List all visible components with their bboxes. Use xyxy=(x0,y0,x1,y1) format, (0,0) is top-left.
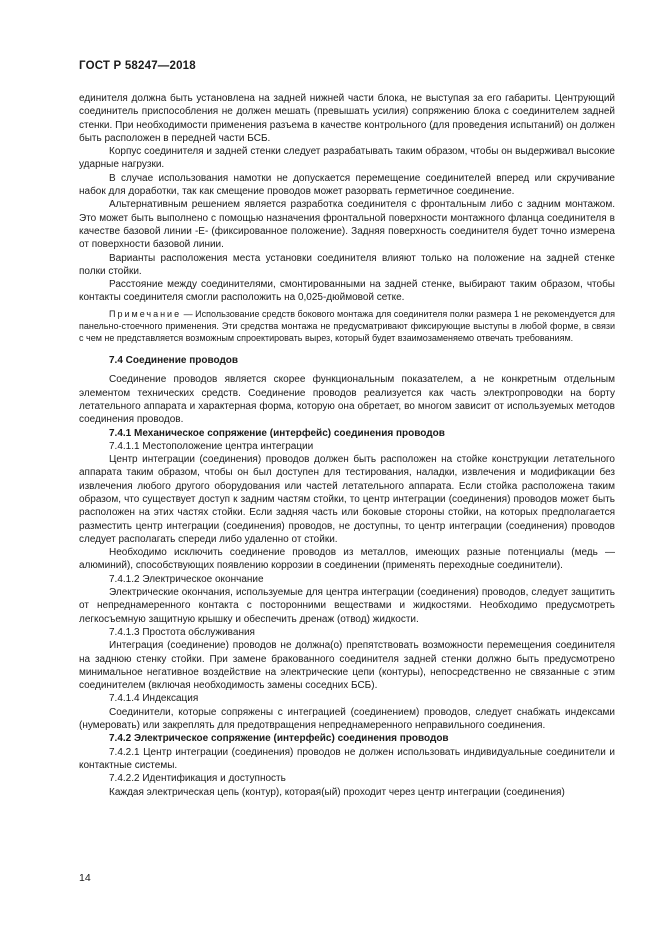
subsection-heading-7-4-1: 7.4.1 Механическое сопряжение (интерфейс) соединения проводов xyxy=(109,427,445,439)
paragraph: Соединители, которые сопряжены с интеграцией (соединением) проводов, следует снабжать индексами (нумеровать) или закреплять для предотвращения непреднамеренного неправильного соединения. xyxy=(79,706,615,732)
paragraph: Необходимо исключить соединение проводов из металлов, имеющих разные потенциалы (медь — алюминий), способствующих появлению коррозии в соединении (применять переходные соединители). xyxy=(79,547,615,572)
subsection-heading-7-4-1-1: 7.4.1.1 Местоположение центра интеграции xyxy=(109,440,314,452)
subsection-heading-7-4-1-4: 7.4.1.4 Индексация xyxy=(109,693,199,705)
note xyxy=(79,308,615,344)
paragraph: Корпус соединителя и задней стенки следует разрабатывать таким образом, чтобы он выдерживал высокие ударные нагрузки. xyxy=(79,146,615,171)
subsection-heading-7-4-2: 7.4.2 Электрическое сопряжение (интерфейс) соединения проводов xyxy=(109,733,449,745)
paragraph: Каждая электрическая цепь (контур), которая(ый) проходит через центр интеграции (соединения) xyxy=(109,786,565,798)
paragraph: Интеграция (соединение) проводов не должна(о) препятствовать возможности перемещения соединителя на заднюю стенку стойки. При замене бракованного соединителя задней стенки должно быть предусмотрено минимальное негативное воздействие на электрические цепи (контуры), непосредственно не связанные с этим соединителем (включая необходимость замены соседних БСБ). xyxy=(79,640,615,692)
paragraph: Альтернативным решением является разработка соединителя с фронтальным либо с задним монтажом. Это может быть выполнено с помощью назначения фронтальной поверхности монтажного фланца соединителя в качестве базовой линии -Е- (фиксированное положение). Задняя поверхность соединителя будет точно измерена от поверхности базовой линии. xyxy=(79,199,615,251)
document-header: ГОСТ Р 58247—2018 xyxy=(79,60,196,72)
note-label: Примечание xyxy=(109,308,182,319)
paragraph: Электрические окончания, используемые для центра интеграции (соединения) проводов, следует защитить от непреднамеренного контакта с посторонними веществами и жидкостями. Необходимо предусмотреть легкосъемную защитную крышку и обеспечить дренаж (отвод) жидкости. xyxy=(79,587,615,625)
page-number: 14 xyxy=(79,872,91,884)
subsection-heading-7-4-1-2: 7.4.1.2 Электрическое окончание xyxy=(109,573,264,585)
section-heading-7-4: 7.4 Соединение проводов xyxy=(109,355,239,367)
subsection-heading-7-4-1-3: 7.4.1.3 Простота обслуживания xyxy=(109,626,255,638)
paragraph: Варианты расположения места установки соединителя влияют только на положение на задней стенке полки стойки. xyxy=(79,252,615,277)
paragraph: В случае использования намотки не допускается перемещение соединителей вперед или скручивание набок для доработки, так как смещение проводов может разорвать герметичное соединение. xyxy=(79,172,615,198)
subsection-heading-7-4-2-2: 7.4.2.2 Идентификация и доступность xyxy=(109,773,286,785)
paragraph: единителя должна быть установлена на задней нижней части блока, не выступая за его габариты. Центрующий соединитель приспособления не должен мешать (превышать усилия) сопряжению блока с соединителем задней стенки. При необходимости применения разъема в качестве контрольного (для проведения испытаний) он должен быть расположен в передней части БСБ. xyxy=(79,93,615,144)
page-body xyxy=(79,92,615,799)
paragraph: Расстояние между соединителями, смонтированными на задней стенке, выбирают таким образом, чтобы контакты соединителя смогли расположить на 0,025-дюймовой сетке. xyxy=(79,279,615,304)
paragraph: 7.4.2.1 Центр интеграции (соединения) проводов не должен использовать индивидуальные соединители и контактные системы. xyxy=(79,746,615,771)
paragraph: Центр интеграции (соединения) проводов должен быть расположен на стойке конструкции летательного аппарата таким образом, чтобы он был доступен для тестирования, наладки, извлечения и модификации без извлечения любого другого оборудования или частей летательного аппарата. Если стойка расположена таким образом, что существует доступ к задним частям стойки, то центр интеграции (соединения) проводов может быть расположен на этих частях стойки. Если задняя часть или боковые стороны стойки, на которых предполагается разместить центр интеграции (соединения) проводов, не доступны, то центр интеграции (соединения) проводов следует располагать спереди либо удаленно от стойки. xyxy=(79,454,615,545)
paragraph: Соединение проводов является скорее функциональным показателем, а не конкретным отдельным элементом технических средств. Соединение проводов реализуется как часть электропроводки на борту летательного аппарата и характерная форма, которую она обретает, во многом зависит от используемых методов соединения проводов. xyxy=(79,374,615,426)
note-text: — Использование средств бокового монтажа для соединителя полки размера 1 не рекомендуется для панельно-стоечного применения. Эти средства монтажа не предусматривают фиксирующие выступы в любой форме, в связи с чем не представляется возможным спроектировать вырез, который будет взаимозаменяемо отвечать требованиям. xyxy=(79,308,615,343)
